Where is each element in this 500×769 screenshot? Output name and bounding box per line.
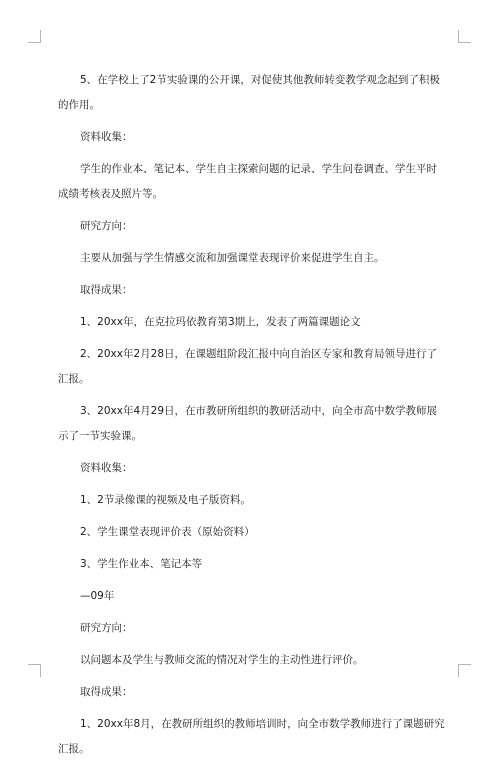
heading-materials-2: 资料收集： — [80, 462, 133, 474]
crop-mark-bottom-right — [458, 664, 471, 677]
paragraph-research-direction: 主要从加强与学生情感交流和加强课堂表现评价来促进学生自主。 — [80, 252, 385, 264]
paragraph-achievement-1: 1、20xx年，在克拉玛依教育第3期上，发表了两篇课题论文 — [80, 316, 361, 328]
paragraph-research-direction-2: 以问题本及学生与教师交流的情况对学生的主动性进行评价。 — [80, 654, 364, 666]
paragraph-achievement-2-1: 1、20xx年8月，在教研所组织的教师培训时，向全市数学教师进行了课题研究汇报。 — [58, 718, 445, 755]
crop-mark-top-left — [28, 30, 41, 43]
list-item-material-1: 1、2节录像课的视频及电子版资料。 — [80, 494, 251, 506]
crop-mark-top-right — [458, 30, 471, 43]
list-item-material-2: 2、学生课堂表现评价表（原始资料） — [80, 526, 255, 538]
year-label: —09年 — [80, 590, 115, 602]
heading-materials: 资料收集： — [80, 131, 133, 143]
heading-research-direction-2: 研究方向： — [80, 622, 133, 634]
paragraph-achievement-5: 5、在学校上了2节实验课的公开课，对促使其他教师转变教学观念起到了积极的作用。 — [58, 74, 440, 111]
document-body — [58, 68, 446, 769]
paragraph-materials: 学生的作业本、笔记本、学生自主探索问题的记录、学生问卷调查、学生平时成绩考核表及照片等。 — [58, 163, 437, 200]
heading-achievements-2: 取得成果： — [80, 686, 133, 698]
paragraph-achievement-3: 3、20xx年4月29日，在市教研所组织的教研活动中，向全市高中数学教师展示了一节实验课。 — [58, 405, 438, 442]
crop-mark-bottom-left — [28, 664, 41, 677]
heading-research-direction: 研究方向： — [80, 220, 133, 232]
paragraph-achievement-2: 2、20xx年2月28日，在课题组阶段汇报中向自治区专家和教育局领导进行了汇报。 — [58, 348, 438, 385]
list-item-material-3: 3、学生作业本、笔记本等 — [80, 558, 203, 570]
heading-achievements: 取得成果： — [80, 284, 133, 296]
